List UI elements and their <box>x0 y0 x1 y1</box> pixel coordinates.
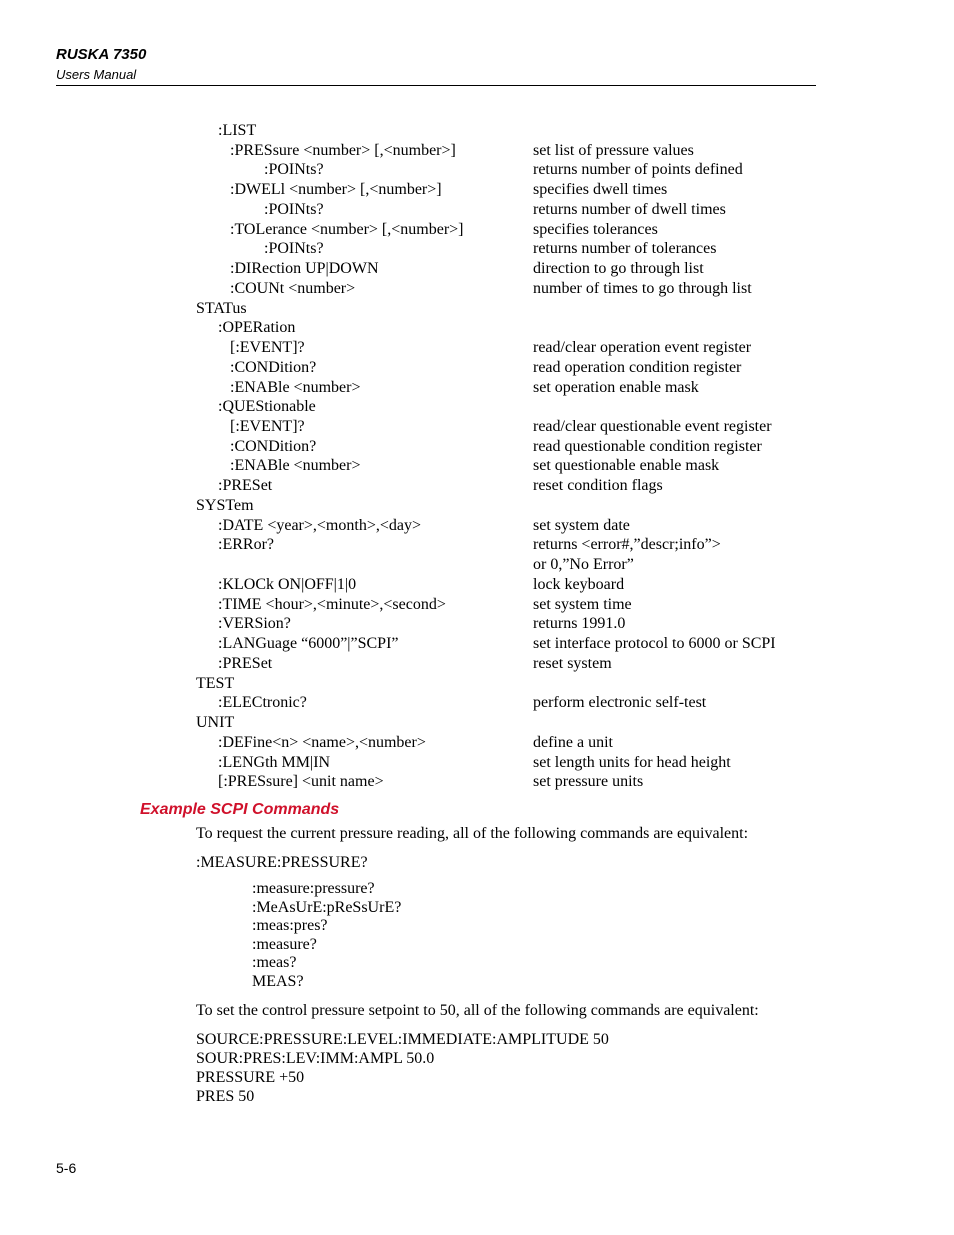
code-line: PRESSURE +50 <box>196 1069 305 1086</box>
command-description: set interface protocol to 6000 or SCPI <box>533 635 776 653</box>
code-line: SOURCE:PRESSURE:LEVEL:IMMEDIATE:AMPLITUDE 50 <box>196 1031 609 1048</box>
command-syntax: :ERRor? <box>218 536 274 554</box>
example-2-lines <box>196 1030 609 1106</box>
command-row <box>0 772 954 792</box>
command-row <box>0 693 954 713</box>
command-syntax: :POINts? <box>264 240 324 258</box>
command-syntax: :DWELl <number> [,<number>] <box>230 181 442 199</box>
command-description: returns number of points defined <box>533 161 743 179</box>
command-row <box>0 674 954 694</box>
command-syntax: :TIME <hour>,<minute>,<second> <box>218 595 446 613</box>
command-syntax: STATus <box>196 299 247 317</box>
example-1-variants <box>252 880 401 992</box>
command-row <box>0 417 954 437</box>
command-syntax: :PRESsure <number> [,<number>] <box>230 141 456 159</box>
command-syntax: :PRESet <box>218 477 273 495</box>
command-description: reset condition flags <box>533 477 663 495</box>
command-syntax: :DIRection UP|DOWN <box>230 260 379 278</box>
command-row <box>0 358 954 378</box>
command-syntax: :CONDition? <box>230 437 317 455</box>
command-description: set system date <box>533 516 630 534</box>
command-syntax: :POINts? <box>264 161 324 179</box>
code-line: :meas:pres? <box>252 917 328 935</box>
command-row <box>0 259 954 279</box>
manual-title: RUSKA 7350 <box>56 46 147 63</box>
command-syntax: :TOLerance <number> [,<number>] <box>230 220 464 238</box>
command-row <box>0 535 954 555</box>
command-description: define a unit <box>533 733 613 751</box>
command-row <box>0 378 954 398</box>
command-description: or 0,”No Error” <box>533 556 634 574</box>
command-description: set system time <box>533 595 632 613</box>
command-description: set operation enable mask <box>533 378 699 396</box>
command-description: read operation condition register <box>533 358 742 376</box>
command-syntax: UNIT <box>196 714 235 732</box>
command-syntax: :DATE <year>,<month>,<day> <box>218 516 421 534</box>
command-description: returns <error#,”descr;info”> <box>533 536 721 554</box>
command-syntax: :ENABle <number> <box>230 378 361 396</box>
command-table <box>0 121 954 792</box>
command-row <box>0 299 954 319</box>
command-row <box>0 141 954 161</box>
command-syntax: [:EVENT]? <box>230 418 305 436</box>
code-line: MEAS? <box>252 972 304 990</box>
command-row <box>0 200 954 220</box>
command-description: specifies dwell times <box>533 181 668 199</box>
code-line: SOUR:PRES:LEV:IMM:AMPL 50.0 <box>196 1050 435 1067</box>
command-syntax: :LANGuage “6000”|”SCPI” <box>218 635 399 653</box>
command-description: lock keyboard <box>533 575 625 593</box>
command-row <box>0 496 954 516</box>
command-syntax: [:EVENT]? <box>230 339 305 357</box>
command-row <box>0 733 954 753</box>
command-row <box>0 318 954 338</box>
command-syntax: :ENABle <number> <box>230 457 361 475</box>
code-line: :measure? <box>252 935 317 953</box>
command-row <box>0 575 954 595</box>
command-row <box>0 180 954 200</box>
command-row <box>0 220 954 240</box>
command-row <box>0 437 954 457</box>
section-heading: Example SCPI Commands <box>140 801 340 818</box>
command-description: returns number of dwell times <box>533 200 726 218</box>
command-description: specifies tolerances <box>533 220 658 238</box>
command-row <box>0 753 954 773</box>
command-row <box>0 160 954 180</box>
command-description: reset system <box>533 654 612 672</box>
intro-paragraph-2: To set the control pressure setpoint to 50, all of the following commands are equivalent: <box>196 1002 759 1019</box>
command-row <box>0 397 954 417</box>
command-syntax: :LENGth MM|IN <box>218 753 331 771</box>
command-row <box>0 239 954 259</box>
command-syntax: :LIST <box>218 122 257 139</box>
command-description: set questionable enable mask <box>533 457 720 475</box>
command-row <box>0 654 954 674</box>
command-syntax: :DEFine<n> <name>,<number> <box>218 733 426 751</box>
command-syntax: :ELECtronic? <box>218 694 307 712</box>
command-description: read questionable condition register <box>533 437 762 455</box>
command-syntax: :PRESet <box>218 654 273 672</box>
example-1-command: :MEASURE:PRESSURE? <box>196 854 368 871</box>
command-description: perform electronic self-test <box>533 694 707 712</box>
code-line: :measure:pressure? <box>252 880 375 897</box>
command-syntax: :COUNt <number> <box>230 279 356 297</box>
command-row <box>0 338 954 358</box>
command-row <box>0 614 954 634</box>
code-line: PRES 50 <box>196 1088 255 1105</box>
command-syntax: :VERSion? <box>218 615 291 633</box>
command-syntax: SYSTem <box>196 496 254 514</box>
intro-paragraph-1: To request the current pressure reading, all of the following commands are equivalent: <box>196 825 749 842</box>
header-divider <box>56 85 816 86</box>
manual-subtitle: Users Manual <box>56 67 137 82</box>
command-syntax: :QUEStionable <box>218 398 316 416</box>
code-line: :MeAsUrE:pReSsUrE? <box>252 898 402 916</box>
command-syntax: TEST <box>196 674 235 692</box>
command-row <box>0 476 954 496</box>
command-description: set length units for head height <box>533 753 731 771</box>
command-row <box>0 121 954 141</box>
command-syntax: [:PRESsure] <unit name> <box>218 773 384 791</box>
command-row <box>0 279 954 299</box>
command-description: returns 1991.0 <box>533 615 626 633</box>
command-syntax: :OPERation <box>218 319 296 337</box>
command-row <box>0 713 954 733</box>
command-syntax: :CONDition? <box>230 358 317 376</box>
command-description: number of times to go through list <box>533 279 752 297</box>
command-syntax: :KLOCk ON|OFF|1|0 <box>218 575 357 593</box>
page-number: 5-6 <box>56 1160 77 1176</box>
command-description: read/clear questionable event register <box>533 418 772 436</box>
command-row <box>0 516 954 536</box>
command-description: set list of pressure values <box>533 141 694 159</box>
command-row <box>0 456 954 476</box>
command-row <box>0 634 954 654</box>
command-description: set pressure units <box>533 773 644 791</box>
command-row <box>0 595 954 615</box>
command-description: read/clear operation event register <box>533 339 752 357</box>
command-description: returns number of tolerances <box>533 240 717 258</box>
command-description: direction to go through list <box>533 260 704 278</box>
code-line: :meas? <box>252 954 297 972</box>
command-row <box>0 555 954 575</box>
command-syntax: :POINts? <box>264 200 324 218</box>
